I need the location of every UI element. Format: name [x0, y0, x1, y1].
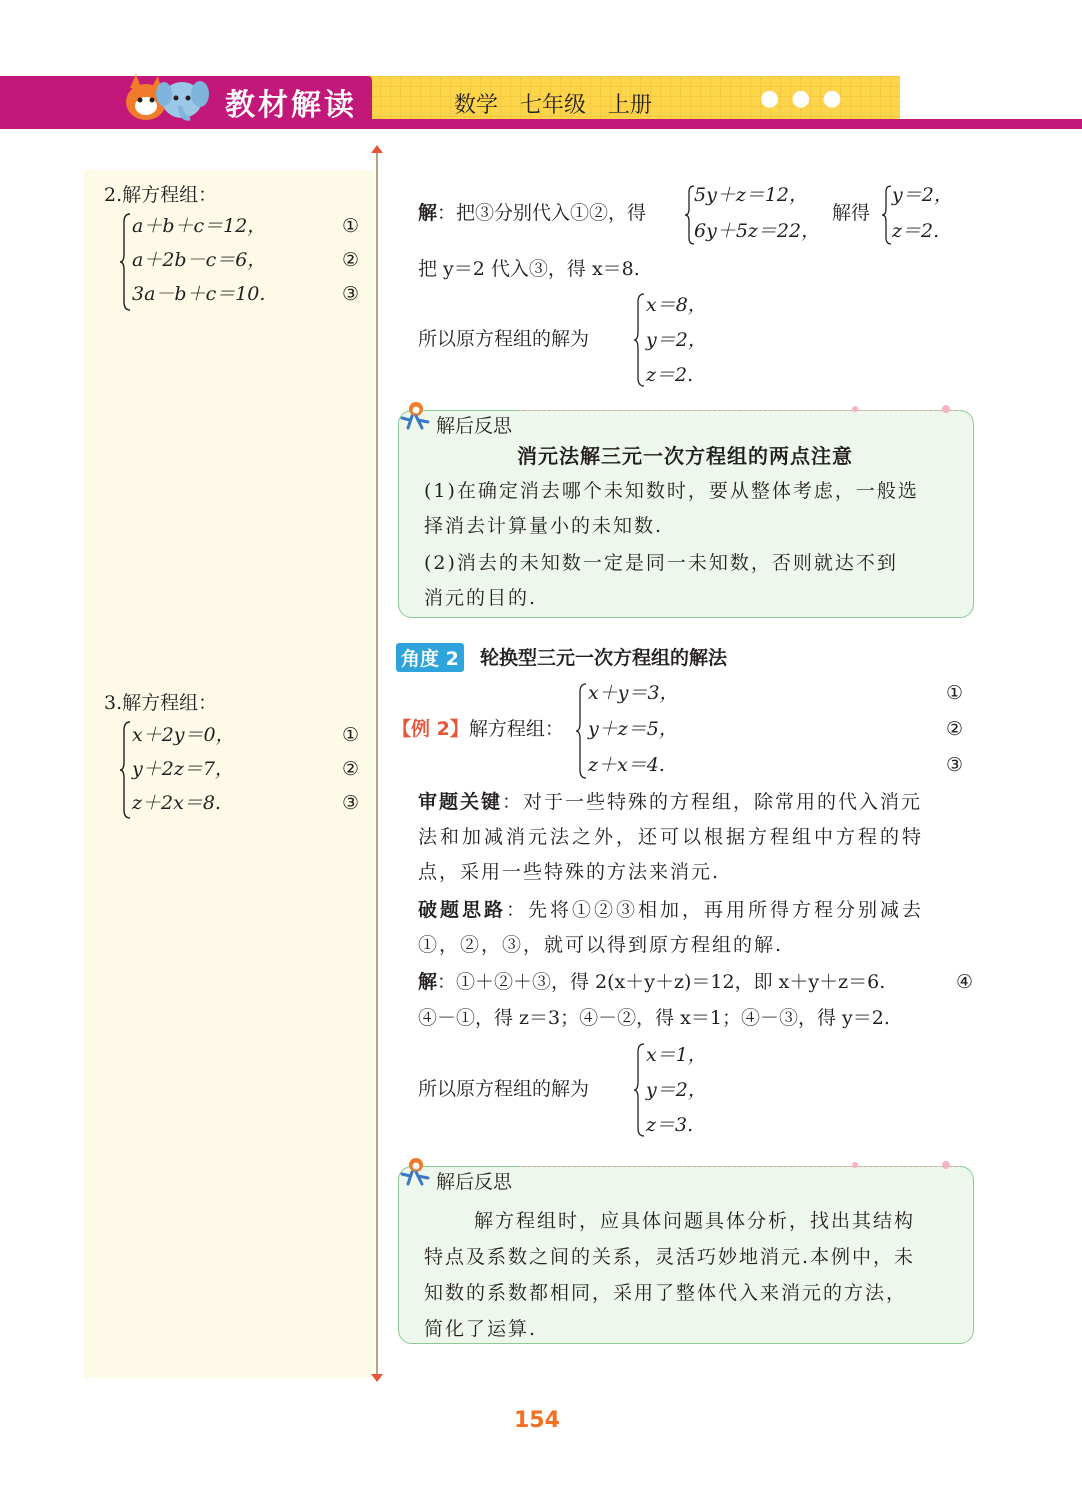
runner-icon [398, 1156, 432, 1190]
reflect-2-head: 解后反思 [436, 1171, 513, 1193]
example-2-intro [392, 712, 564, 746]
q3-mark-2: ② [342, 758, 360, 780]
reflect-1-dotline [520, 410, 960, 411]
reflect-2-dotline [520, 1166, 960, 1167]
reflect-2-line-4: 简化了运算. [424, 1318, 538, 1340]
key-text-1: ：对于一些特殊的方程组，除常用的代入消元 [502, 791, 923, 813]
reflect-2-line-1: 解方程组时，应具体问题具体分析，找出其结构 [474, 1210, 916, 1232]
example-2-eq-1: x＋y＝3， [588, 682, 679, 704]
sol1-label: 解 [418, 202, 438, 224]
sol2-answer-2: y＝2， [646, 1079, 707, 1101]
reflect-1-line-1: (1)在确定消去哪个未知数时，要从整体考虑，一般选 [424, 480, 919, 502]
reflect-1-dot-b [942, 405, 950, 413]
reflect-1-head: 解后反思 [436, 415, 513, 437]
sol1-answer-2: y＝2， [646, 329, 707, 351]
sol2-text-1: ：①＋②＋③，得 2(x＋y＋z)＝12，即 x＋y＋z＝6. [437, 971, 886, 993]
page-number: 154 [514, 1408, 560, 1433]
key-line-1 [418, 785, 922, 819]
reflect-1-title: 消元法解三元一次方程组的两点注意 [517, 444, 853, 468]
q3-brace [120, 720, 132, 820]
column-divider [376, 148, 378, 1380]
header-dots: ●●● [760, 86, 854, 111]
sol2-answer-brace [634, 1042, 646, 1138]
sol2-mark: ④ [956, 971, 974, 993]
reflect-1-line-4: 消元的目的. [424, 587, 538, 609]
q3-eq-3: z＋2x＝8. [132, 792, 221, 814]
sol2-answer-1: x＝1， [646, 1044, 707, 1066]
sol1-text: ：把③分别代入①②，得 [437, 202, 647, 224]
q2-eq-1: a＋b＋c＝12， [132, 215, 267, 237]
sol1-mid: 解得 [832, 202, 871, 224]
sol2-label: 解 [418, 971, 438, 993]
sol1-brace-b [882, 184, 892, 246]
q2-mark-2: ② [342, 249, 360, 271]
example-2-mark-3: ③ [946, 754, 964, 776]
q2-mark-1: ① [342, 215, 360, 237]
angle-title: 轮换型三元一次方程组的解法 [480, 647, 728, 669]
sol2-answer-3: z＝3. [646, 1114, 694, 1136]
example-2-label: 【例 2】 [392, 718, 469, 740]
sol1-answer-brace [634, 292, 646, 388]
sol2-answer-prefix: 所以原方程组的解为 [418, 1078, 590, 1100]
sol2-line-2: ④－①，得 z＝3；④－②，得 x＝1；④－③，得 y＝2. [418, 1007, 890, 1029]
sol1-line2: 把 y＝2 代入③，得 x＝8. [418, 258, 640, 280]
idea-line-2: ①，②，③，就可以得到原方程组的解. [418, 934, 784, 956]
sol1-sys-b-1: y＝2， [892, 184, 953, 206]
q3-mark-3: ③ [342, 792, 360, 814]
idea-line-1 [418, 893, 924, 927]
q2-mark-3: ③ [342, 283, 360, 305]
q3-eq-2: y＋2z＝7， [132, 758, 234, 780]
runner-icon [398, 400, 432, 434]
idea-label: 破题思路 [418, 899, 507, 921]
example-2-eq-2: y＋z＝5， [588, 718, 678, 740]
reflect-2-dot-b [942, 1161, 950, 1169]
key-line-2: 法和加减消元法之外，还可以根据方程组中方程的特 [418, 826, 925, 848]
q3-title: 3.解方程组： [104, 692, 218, 714]
reflect-2-dot-a [852, 1162, 858, 1168]
example-2-text: 解方程组： [468, 718, 564, 740]
sol1-answer-3: z＝2. [646, 364, 694, 386]
sol1-answer-1: x＝8， [646, 294, 707, 316]
q2-title: 2.解方程组： [104, 184, 218, 206]
reflect-2-line-2: 特点及系数之间的关系，灵活巧妙地消元.本例中，未 [424, 1246, 916, 1268]
example-2-brace [576, 682, 588, 780]
header-title: 教材解读 [225, 88, 357, 123]
sol1-answer-prefix: 所以原方程组的解为 [418, 328, 590, 350]
reflect-1-dot-a [852, 406, 858, 412]
triangle-up-icon [371, 145, 383, 153]
sol1-sys-a-2: 6y＋5z＝22， [694, 220, 821, 242]
reflect-1-line-3: (2)消去的未知数一定是同一未知数，否则就达不到 [424, 552, 898, 574]
example-2-mark-1: ① [946, 682, 964, 704]
reflect-2-line-3: 知数的系数都相同，采用了整体代入来消元的方法， [424, 1282, 908, 1304]
reflect-1-line-2: 择消去计算量小的未知数. [424, 515, 664, 537]
example-2-mark-2: ② [946, 718, 964, 740]
example-2-eq-3: z＋x＝4. [588, 754, 665, 776]
key-line-3: 点，采用一些特殊的方法来消元. [418, 861, 721, 883]
sol1-line1 [418, 196, 646, 230]
key-label: 审题关键 [418, 791, 503, 813]
mascot-icon [118, 74, 210, 124]
idea-text-1: ：先将①②③相加，再用所得方程分别减去 [506, 899, 925, 921]
sol1-sys-a-1: 5y＋z＝12， [694, 184, 809, 206]
header-subject: 数学 七年级 上册 [454, 93, 653, 118]
q3-eq-1: x＋2y＝0， [132, 724, 235, 746]
angle-badge: 角度 2 [396, 643, 464, 672]
triangle-down-icon [371, 1374, 383, 1382]
sol2-line-1 [418, 965, 885, 999]
q2-eq-3: 3a－b＋c＝10. [132, 283, 266, 305]
q2-brace [120, 212, 132, 312]
sol1-sys-b-2: z＝2. [892, 220, 940, 242]
q2-eq-2: a＋2b－c＝6， [132, 249, 267, 271]
q3-mark-1: ① [342, 724, 360, 746]
